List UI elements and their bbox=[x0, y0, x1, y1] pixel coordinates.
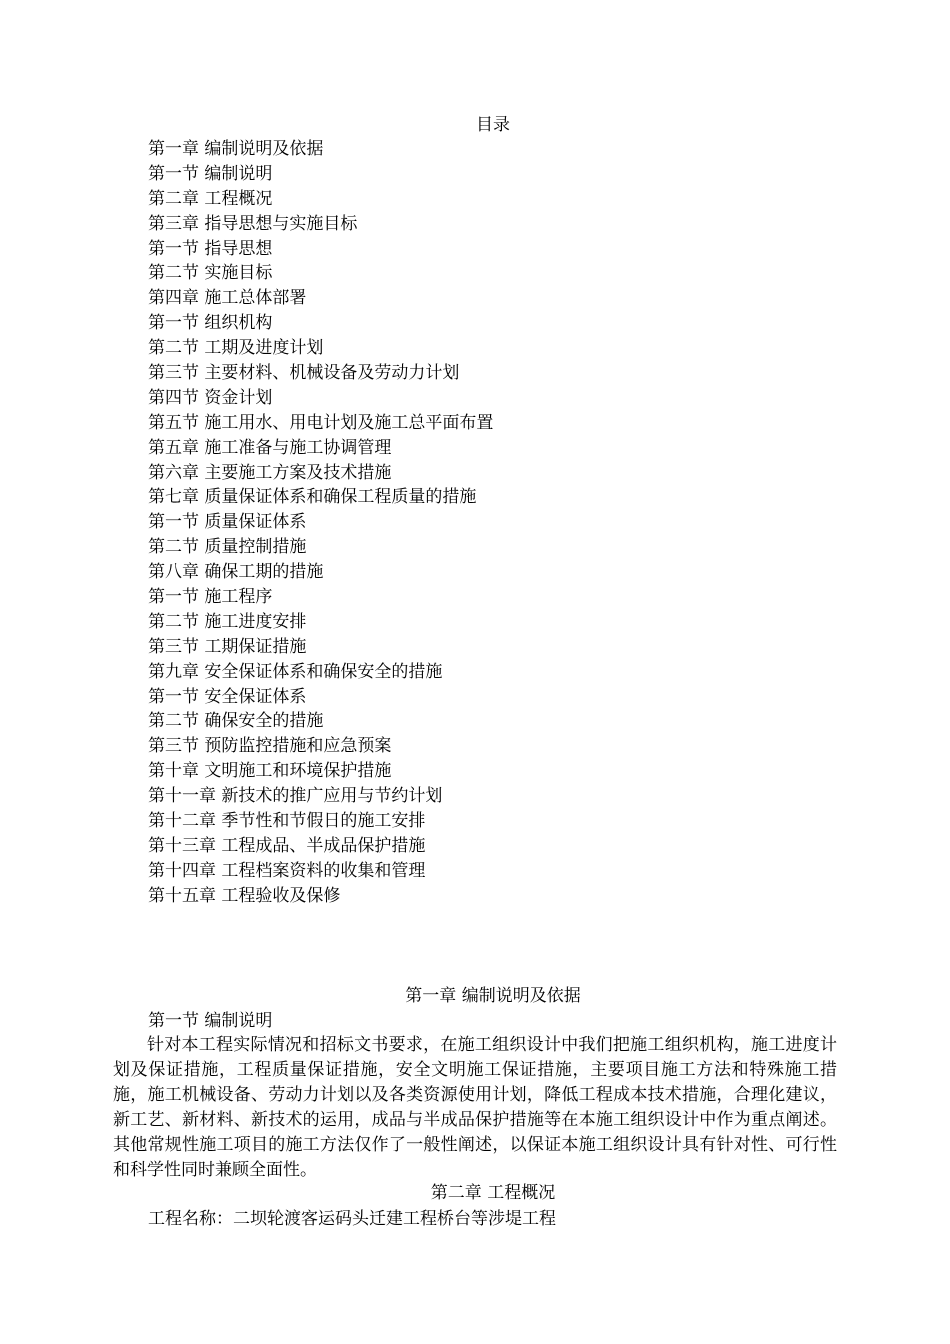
toc-entry: 第一节 施工程序 bbox=[148, 587, 273, 608]
chapter1-section-heading: 第一节 编制说明 bbox=[148, 1011, 273, 1031]
toc-entry: 第一节 质量保证体系 bbox=[148, 512, 307, 533]
toc-title: 目录 bbox=[476, 115, 510, 135]
chapter2-heading: 第二章 工程概况 bbox=[430, 1183, 556, 1203]
toc-entry: 第一节 编制说明 bbox=[148, 163, 273, 184]
toc-entry: 第一节 组织机构 bbox=[148, 313, 273, 334]
toc-entry: 第二节 实施目标 bbox=[148, 263, 273, 284]
toc-entry: 第五节 施工用水、用电计划及施工总平面布置 bbox=[148, 412, 494, 433]
project-name-line: 工程名称：二坝轮渡客运码头迁建工程桥台等涉堤工程 bbox=[148, 1209, 556, 1229]
toc-entry: 第十章 文明施工和环境保护措施 bbox=[148, 761, 392, 782]
toc-entry: 第一节 指导思想 bbox=[148, 238, 273, 259]
toc-entry: 第一节 安全保证体系 bbox=[148, 686, 307, 707]
chapter1-heading: 第一章 编制说明及依据 bbox=[405, 986, 581, 1006]
toc-entry: 第三节 预防监控措施和应急预案 bbox=[148, 736, 392, 757]
toc-entry: 第二节 工期及进度计划 bbox=[148, 338, 324, 359]
toc-entry: 第二章 工程概况 bbox=[148, 188, 273, 209]
toc-entry: 第十一章 新技术的推广应用与节约计划 bbox=[148, 786, 443, 807]
toc-list bbox=[148, 137, 493, 909]
toc-entry: 第八章 确保工期的措施 bbox=[148, 562, 324, 583]
toc-entry: 第三节 工期保证措施 bbox=[148, 636, 307, 657]
toc-entry: 第一章 编制说明及依据 bbox=[148, 139, 324, 159]
toc-entry: 第二节 质量控制措施 bbox=[148, 537, 307, 558]
toc-entry: 第四章 施工总体部署 bbox=[148, 288, 307, 309]
toc-entry: 第三节 主要材料、机械设备及劳动力计划 bbox=[148, 363, 460, 384]
toc-entry: 第四节 资金计划 bbox=[148, 387, 273, 408]
toc-entry: 第九章 安全保证体系和确保安全的措施 bbox=[148, 661, 443, 682]
toc-entry: 第二节 施工进度安排 bbox=[148, 611, 307, 632]
toc-entry: 第二节 确保安全的措施 bbox=[148, 711, 324, 732]
toc-entry: 第十四章 工程档案资料的收集和管理 bbox=[148, 860, 426, 881]
toc-entry: 第十二章 季节性和节假日的施工安排 bbox=[148, 811, 426, 832]
toc-entry: 第三章 指导思想与实施目标 bbox=[148, 213, 358, 234]
toc-entry: 第十五章 工程验收及保修 bbox=[148, 885, 341, 906]
toc-entry: 第十三章 工程成品、半成品保护措施 bbox=[148, 835, 426, 856]
toc-entry: 第七章 质量保证体系和确保工程质量的措施 bbox=[148, 487, 477, 508]
toc-entry: 第六章 主要施工方案及技术措施 bbox=[148, 462, 392, 483]
chapter1-paragraph: 针对本工程实际情况和招标文书要求，在施工组织设计中我们把施工组织机构，施工进度计划及保证措施，工程质量保证措施，安全文明施工保证措施，主要项目施工方法和特殊施工措施，施工机械设备、劳动力计划以及各类资源使用计划，降低工程成本技术措施，合理化建议，新工艺、新材料、新技术的运用，成品与半成品保护措施等在本施工组织设计中作为重点阐述。其他常规性施工项目的施工方法仅作了一般性阐述，以保证本施工组织设计具有针对性、可行性和科学性同时兼顾全面性。 bbox=[113, 1035, 837, 1180]
toc-entry: 第五章 施工准备与施工协调管理 bbox=[148, 437, 392, 458]
